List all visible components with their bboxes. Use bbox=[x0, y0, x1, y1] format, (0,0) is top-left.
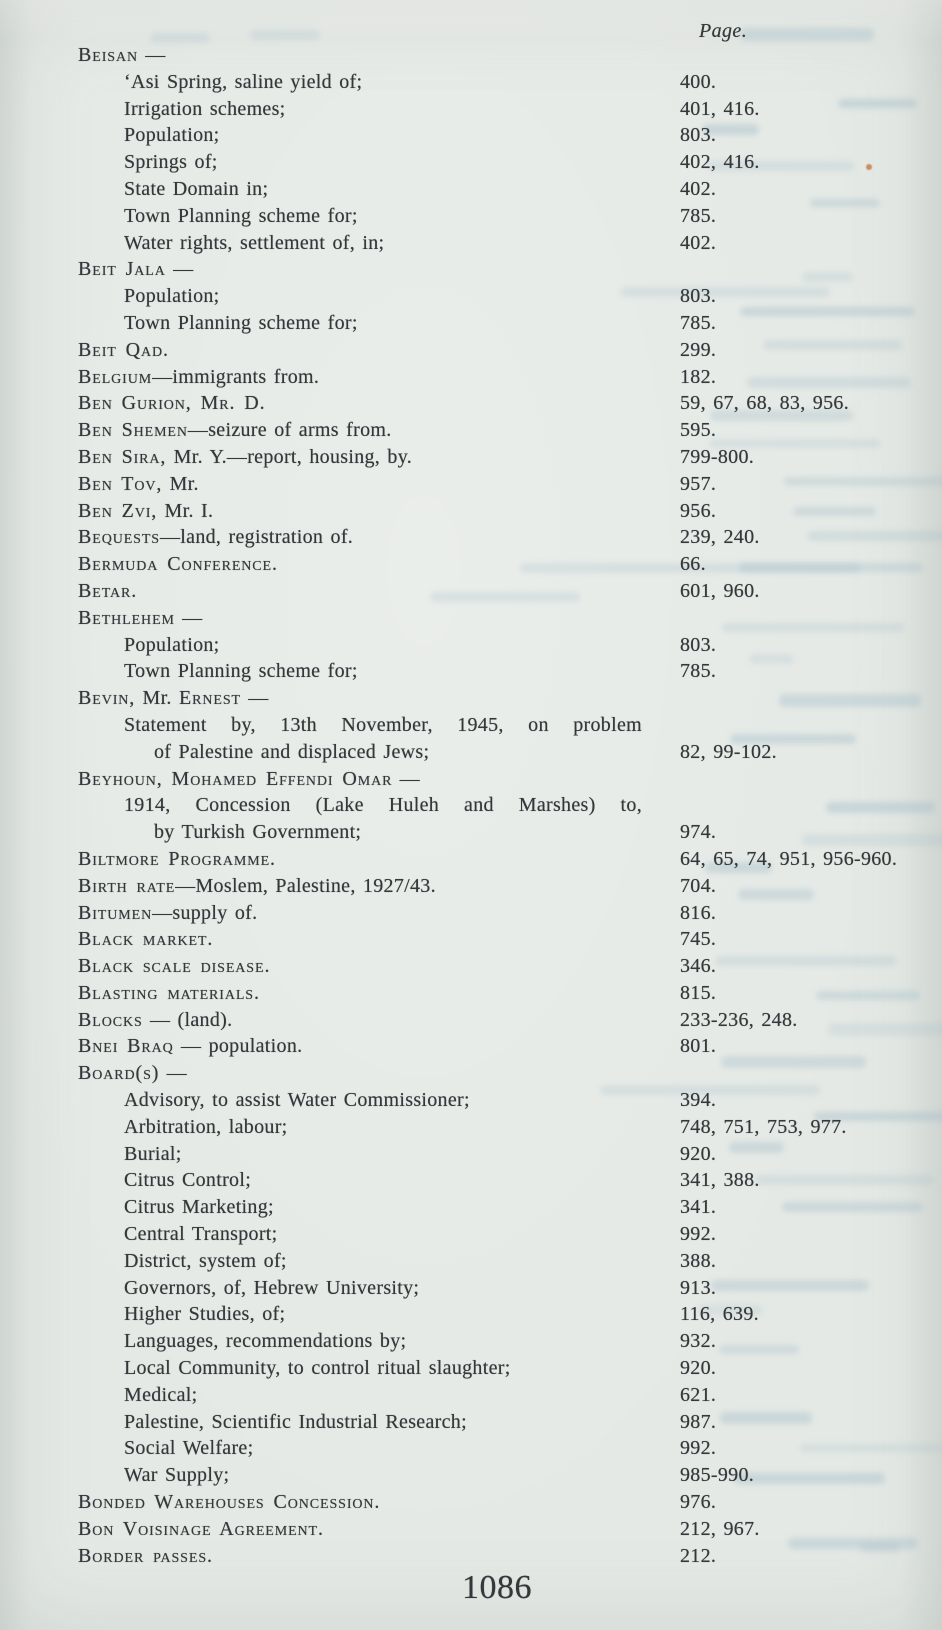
index-row bbox=[0, 1435, 942, 1462]
index-term: Betar bbox=[78, 579, 132, 602]
page-numbers: 116, 639. bbox=[680, 1303, 759, 1326]
index-entry-text bbox=[154, 821, 361, 843]
index-text: — population. bbox=[173, 1035, 303, 1058]
index-row bbox=[0, 96, 942, 123]
index-entry-text bbox=[78, 1545, 212, 1567]
index-row bbox=[0, 444, 942, 471]
index-entry-text bbox=[78, 955, 270, 977]
index-row bbox=[0, 1328, 942, 1355]
index-text: Social Welfare; bbox=[124, 1437, 254, 1460]
page-numbers: 64, 65, 74, 951, 956-960. bbox=[680, 847, 898, 870]
index-term: Bermuda Conference bbox=[78, 553, 272, 576]
index-text: Citrus Control; bbox=[124, 1169, 252, 1192]
index-term: Biltmore Programme bbox=[78, 847, 271, 870]
index-term: Belgium bbox=[78, 365, 153, 388]
index-row bbox=[0, 980, 942, 1007]
index-term: Border passes bbox=[78, 1544, 208, 1567]
index-text: Medical; bbox=[124, 1383, 198, 1406]
index-row bbox=[0, 1060, 942, 1087]
index-term: Bequests bbox=[78, 526, 160, 549]
index-term: Bnei Braq bbox=[78, 1035, 174, 1058]
index-entry-text bbox=[124, 124, 220, 146]
page-numbers: 59, 67, 68, 83, 956. bbox=[680, 392, 849, 415]
index-row bbox=[0, 605, 942, 632]
index-row bbox=[0, 846, 942, 873]
index-entry-text bbox=[78, 902, 257, 924]
index-row bbox=[0, 1141, 942, 1168]
index-term: Beyhoun, Mohamed Effendi Omar bbox=[78, 767, 393, 790]
bleed-through-mark bbox=[740, 28, 874, 41]
index-term: Black scale disease bbox=[78, 955, 265, 978]
index-entry-text bbox=[124, 1089, 470, 1111]
index-entry-text bbox=[124, 1196, 274, 1218]
index-text: Population; bbox=[124, 124, 220, 147]
index-text: — bbox=[165, 258, 194, 281]
index-entry-text bbox=[124, 634, 220, 656]
index-text: . bbox=[207, 928, 213, 951]
index-text: Advisory, to assist Water Commissioner; bbox=[124, 1089, 470, 1112]
page-numbers: 299. bbox=[680, 338, 717, 361]
index-row bbox=[0, 176, 942, 203]
index-text: — bbox=[159, 1062, 187, 1085]
page-numbers: 816. bbox=[680, 901, 717, 924]
index-entry-text bbox=[124, 205, 358, 227]
index-term: Beit Jala bbox=[78, 258, 166, 281]
index-entry-text bbox=[78, 526, 353, 548]
index-term: Bitumen bbox=[78, 901, 153, 924]
page-numbers: 785. bbox=[680, 660, 717, 683]
index-entry-text bbox=[78, 392, 266, 414]
index-text: Irrigation schemes; bbox=[124, 97, 286, 120]
index-row bbox=[0, 390, 942, 417]
index-term: Blocks bbox=[78, 1008, 143, 1031]
page-numbers: 239, 240. bbox=[680, 526, 760, 549]
index-term: Bonded Warehouses Concession bbox=[78, 1491, 375, 1514]
page-numbers: 974. bbox=[680, 821, 717, 844]
index-row bbox=[0, 498, 942, 525]
page-numbers: 920. bbox=[680, 1357, 717, 1380]
index-entry-text bbox=[78, 848, 275, 870]
page-numbers: 957. bbox=[680, 472, 717, 495]
page-numbers: 212. bbox=[680, 1544, 717, 1567]
index-row bbox=[0, 417, 942, 444]
index-entry-text bbox=[78, 473, 199, 495]
index-entry-text bbox=[124, 71, 362, 93]
page-numbers: 987. bbox=[680, 1410, 717, 1433]
index-text: —seizure of arms from. bbox=[187, 419, 392, 442]
index-entry-text bbox=[78, 1518, 323, 1540]
page-numbers: 799-800. bbox=[680, 445, 755, 468]
index-text: . bbox=[131, 579, 137, 602]
page-numbers: 785. bbox=[680, 204, 717, 227]
page-numbers: 621. bbox=[680, 1383, 717, 1406]
page-numbers: 388. bbox=[680, 1249, 717, 1272]
index-entry-text bbox=[78, 366, 319, 388]
index-entry-text bbox=[78, 553, 277, 575]
index-entry-text bbox=[78, 982, 259, 1004]
index-row bbox=[0, 632, 942, 659]
index-text: — (land). bbox=[142, 1008, 233, 1031]
index-text: . bbox=[264, 955, 270, 978]
index-text: Citrus Marketing; bbox=[124, 1196, 274, 1219]
index-row bbox=[0, 739, 942, 766]
index-row bbox=[0, 283, 942, 310]
index-term: Bevin, bbox=[78, 687, 136, 710]
bleed-through-mark bbox=[250, 30, 320, 40]
index-text: —land, registration of. bbox=[160, 526, 354, 549]
index-row bbox=[0, 149, 942, 176]
index-entry-text bbox=[124, 660, 358, 682]
index-row bbox=[0, 364, 942, 391]
index-row bbox=[0, 1355, 942, 1382]
page-numbers: 745. bbox=[680, 928, 717, 951]
index-entry-text bbox=[124, 1169, 251, 1191]
page-numbers: 346. bbox=[680, 955, 717, 978]
index-text: Higher Studies, of; bbox=[124, 1303, 286, 1326]
index-text: . bbox=[207, 1544, 213, 1567]
page-numbers: 233-236, 248. bbox=[680, 1008, 798, 1031]
index-text: Local Community, to control ritual slaughter; bbox=[124, 1357, 511, 1380]
index-row bbox=[0, 69, 942, 96]
page-column-header: Page. bbox=[699, 20, 748, 42]
index-text: —supply of. bbox=[152, 901, 258, 924]
index-term: Ben Sira, bbox=[78, 445, 167, 468]
page-numbers: 66. bbox=[680, 553, 706, 576]
index-row bbox=[0, 1543, 942, 1570]
page-number: 1086 bbox=[462, 1569, 532, 1606]
index-text: Mr. bbox=[135, 687, 180, 710]
index-term: Ernest bbox=[179, 687, 241, 710]
index-entry-text bbox=[124, 232, 384, 254]
index-entry-text bbox=[124, 1116, 288, 1138]
index-text: Statement by, 13th November, 1945, on problem bbox=[124, 713, 642, 736]
index-row bbox=[0, 1087, 942, 1114]
index-text: Mr. Y.—report, housing, by. bbox=[166, 445, 413, 468]
index-entry-text bbox=[78, 1009, 232, 1031]
index-text: Languages, recommendations by; bbox=[124, 1330, 407, 1353]
index-entry-text bbox=[154, 741, 429, 763]
index-text: — bbox=[174, 606, 203, 629]
index-row bbox=[0, 658, 942, 685]
page-numbers: 402, 416. bbox=[680, 151, 760, 174]
index-text: Arbitration, labour; bbox=[124, 1115, 288, 1138]
page-numbers: 913. bbox=[680, 1276, 717, 1299]
index-entry-text bbox=[78, 928, 213, 950]
index-row bbox=[0, 792, 942, 819]
index-text: Population; bbox=[124, 633, 220, 656]
index-row bbox=[0, 900, 942, 927]
index-text: . bbox=[374, 1491, 380, 1514]
index-entry-text bbox=[78, 687, 269, 709]
page-numbers: 803. bbox=[680, 124, 717, 147]
index-entry-text bbox=[124, 312, 358, 334]
index-entry-text bbox=[78, 44, 166, 66]
index-term: Bethlehem bbox=[78, 606, 175, 629]
index-text: ‘Asi Spring, saline yield of; bbox=[124, 70, 363, 93]
index-row bbox=[0, 953, 942, 980]
index-row bbox=[0, 122, 942, 149]
index-text: Governors, of, Hebrew University; bbox=[124, 1276, 420, 1299]
index-row bbox=[0, 524, 942, 551]
page-numbers: 803. bbox=[680, 285, 717, 308]
index-term: Board(s) bbox=[78, 1062, 160, 1085]
index-entry-text bbox=[78, 1062, 187, 1084]
page-numbers: 402. bbox=[680, 177, 717, 200]
page-numbers: 401, 416. bbox=[680, 97, 760, 120]
index-row bbox=[0, 1221, 942, 1248]
page-numbers: 182. bbox=[680, 365, 717, 388]
index-row bbox=[0, 1194, 942, 1221]
page-numbers: 932. bbox=[680, 1330, 717, 1353]
index-term: Beisan bbox=[78, 44, 138, 66]
index-row bbox=[0, 766, 942, 793]
page-numbers: 976. bbox=[680, 1491, 717, 1514]
index-entry-text bbox=[78, 1491, 380, 1513]
page-numbers: 992. bbox=[680, 1223, 717, 1246]
page-numbers: 212, 967. bbox=[680, 1517, 760, 1540]
index-row bbox=[0, 1516, 942, 1543]
index-row bbox=[0, 578, 942, 605]
page-numbers: 402. bbox=[680, 231, 717, 254]
index-row bbox=[0, 926, 942, 953]
page-numbers: 704. bbox=[680, 874, 717, 897]
index-text: —Moslem, Palestine, 1927/43. bbox=[175, 874, 436, 897]
index-term: Black market bbox=[78, 928, 208, 951]
index-text: District, system of; bbox=[124, 1249, 287, 1272]
index-entry-text bbox=[78, 768, 420, 790]
index-entry-text bbox=[124, 285, 220, 307]
index-entry-text bbox=[78, 419, 392, 441]
index-row bbox=[0, 471, 942, 498]
index-text: by Turkish Government; bbox=[154, 821, 362, 844]
index-entry-text bbox=[124, 1143, 182, 1165]
index-term: Beit Qad bbox=[78, 338, 163, 361]
index-row bbox=[0, 1489, 942, 1516]
index-text: State Domain in; bbox=[124, 177, 269, 200]
page-numbers: 601, 960. bbox=[680, 579, 760, 602]
index-entry-text bbox=[124, 1223, 278, 1245]
page-numbers: 82, 99-102. bbox=[680, 740, 777, 763]
index-entry-text bbox=[124, 1384, 197, 1406]
index-entry-text bbox=[124, 1437, 253, 1459]
page-numbers: 595. bbox=[680, 419, 717, 442]
index-row bbox=[0, 1114, 942, 1141]
index-text: of Palestine and displaced Jews; bbox=[154, 740, 430, 763]
index-entry-text bbox=[78, 339, 168, 361]
index-row bbox=[0, 337, 942, 364]
index-entry-text bbox=[78, 446, 412, 468]
index-text: . bbox=[318, 1517, 324, 1540]
index-row bbox=[0, 1248, 942, 1275]
index-row bbox=[0, 1301, 942, 1328]
index-term: Ben Shemen bbox=[78, 419, 188, 442]
index-term: Ben Gurion, Mr. D. bbox=[78, 392, 266, 415]
index-entry-text bbox=[124, 1303, 285, 1325]
index-row bbox=[0, 712, 942, 739]
index-row bbox=[0, 203, 942, 230]
index-list bbox=[0, 42, 942, 1569]
index-row bbox=[0, 1462, 942, 1489]
page-numbers: 748, 751, 753, 977. bbox=[680, 1115, 847, 1138]
index-row bbox=[0, 42, 942, 69]
page-numbers: 400. bbox=[680, 70, 717, 93]
page-numbers: 956. bbox=[680, 499, 717, 522]
index-row bbox=[0, 1382, 942, 1409]
page-numbers: 341, 388. bbox=[680, 1169, 760, 1192]
index-text: War Supply; bbox=[124, 1464, 230, 1487]
page-numbers: 920. bbox=[680, 1142, 717, 1165]
index-entry-text bbox=[124, 1411, 467, 1433]
index-entry-text bbox=[78, 875, 436, 897]
index-text: — bbox=[392, 767, 420, 790]
index-text: . bbox=[162, 338, 169, 361]
index-row bbox=[0, 1275, 942, 1302]
index-entry-text bbox=[124, 151, 218, 173]
index-entry-text bbox=[124, 1330, 406, 1352]
index-entry-text bbox=[124, 1464, 229, 1486]
page-numbers: 992. bbox=[680, 1437, 717, 1460]
index-row bbox=[0, 551, 942, 578]
page-numbers: 801. bbox=[680, 1035, 717, 1058]
index-text: Central Transport; bbox=[124, 1223, 278, 1246]
index-entry-text bbox=[78, 580, 137, 602]
index-entry-text bbox=[124, 1250, 287, 1272]
index-entry-text bbox=[78, 258, 193, 280]
index-term: Ben Zvi, bbox=[78, 499, 158, 522]
index-text: Population; bbox=[124, 285, 220, 308]
index-row bbox=[0, 310, 942, 337]
index-term: Birth rate bbox=[78, 874, 176, 897]
page-numbers: 394. bbox=[680, 1089, 717, 1112]
page-numbers: 815. bbox=[680, 981, 717, 1004]
index-term: Blasting materials bbox=[78, 981, 254, 1004]
index-row bbox=[0, 685, 942, 712]
index-text: Town Planning scheme for; bbox=[124, 204, 358, 227]
index-text: Mr. bbox=[162, 472, 199, 495]
page-numbers: 985-990. bbox=[680, 1464, 755, 1487]
index-row bbox=[0, 1007, 942, 1034]
index-text: Water rights, settlement of, in; bbox=[124, 231, 385, 254]
index-text: Palestine, Scientific Industrial Research; bbox=[124, 1410, 467, 1433]
index-entry-text bbox=[124, 98, 286, 120]
index-text: 1914, Concession (Lake Huleh and Marshes) to, bbox=[124, 794, 642, 817]
index-text: Town Planning scheme for; bbox=[124, 311, 358, 334]
index-text: . bbox=[253, 981, 260, 1004]
index-row bbox=[0, 1409, 942, 1436]
page-numbers: 785. bbox=[680, 311, 717, 334]
index-term: Bon Voisinage Agreement bbox=[78, 1517, 318, 1540]
index-entry-text bbox=[124, 178, 268, 200]
index-row bbox=[0, 873, 942, 900]
index-text: Burial; bbox=[124, 1142, 182, 1165]
index-entry-text bbox=[124, 1357, 511, 1379]
index-row bbox=[0, 1033, 942, 1060]
index-row bbox=[0, 819, 942, 846]
index-entry-text bbox=[78, 1035, 302, 1057]
page-numbers: 803. bbox=[680, 633, 717, 656]
index-text: Mr. I. bbox=[157, 499, 214, 522]
index-entry-text bbox=[78, 607, 202, 629]
index-term: Ben Tov, bbox=[78, 472, 163, 495]
index-entry-text bbox=[78, 500, 213, 522]
page-numbers: 341. bbox=[680, 1196, 717, 1219]
index-text: — bbox=[137, 44, 166, 66]
index-row bbox=[0, 230, 942, 257]
index-text: Town Planning scheme for; bbox=[124, 660, 358, 683]
index-text: — bbox=[241, 687, 269, 710]
index-text: . bbox=[270, 847, 276, 870]
index-entry-text bbox=[124, 792, 642, 819]
index-text: Springs of; bbox=[124, 151, 218, 174]
index-row bbox=[0, 1167, 942, 1194]
index-entry-text bbox=[124, 712, 642, 739]
index-entry-text bbox=[124, 1277, 419, 1299]
index-row bbox=[0, 256, 942, 283]
index-text: . bbox=[272, 553, 278, 576]
index-text: —immigrants from. bbox=[152, 365, 320, 388]
